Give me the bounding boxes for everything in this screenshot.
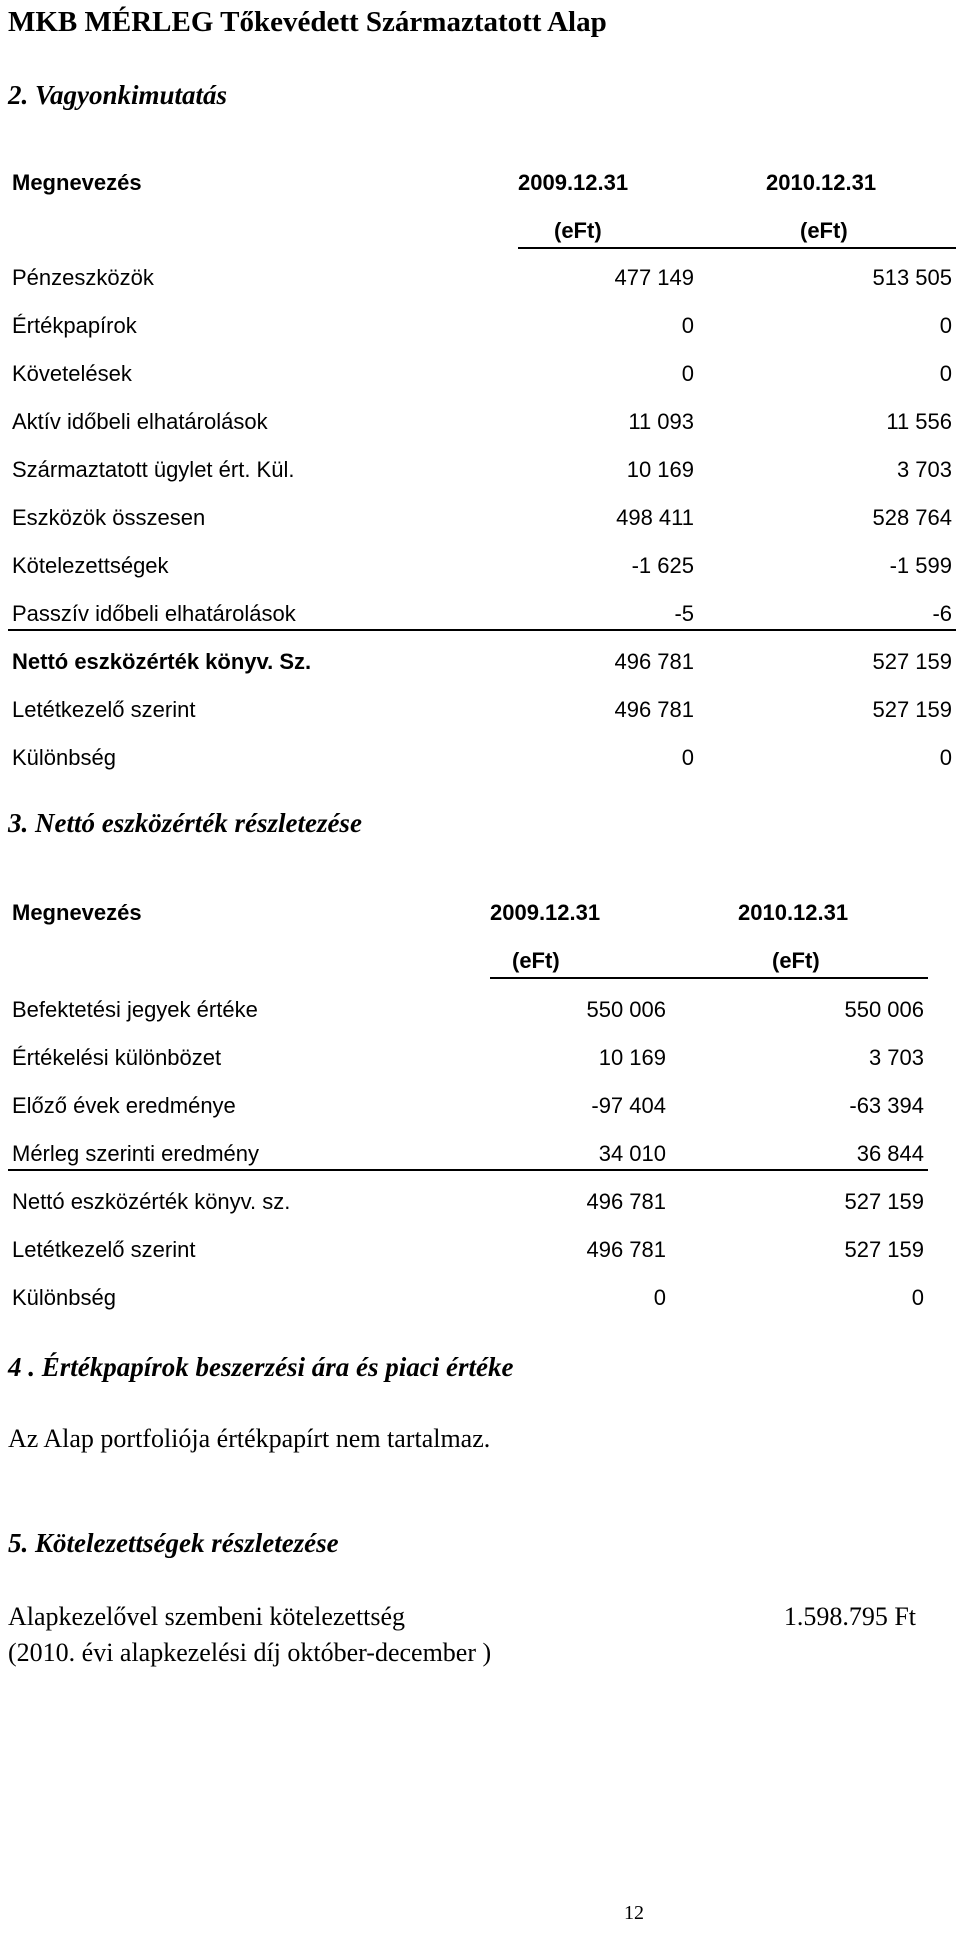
table-row-label: Pénzeszközök (12, 265, 154, 290)
liability-amount: 1.598.795 Ft (783, 1602, 916, 1631)
table-row-value-2009: 496 781 (586, 1237, 666, 1262)
table-row-label: Letétkezelő szerint (12, 1237, 196, 1262)
s2-header-rule (518, 247, 956, 249)
table-row-value-2010: 3 703 (896, 457, 952, 482)
table-row-value-2009: 550 006 (586, 997, 666, 1022)
table-row-value-2010: 11 556 (886, 409, 952, 434)
s3-header-rule (490, 977, 928, 979)
table-row-value-2009: 10 169 (626, 457, 694, 482)
table-row-label: Mérleg szerinti eredmény (12, 1141, 259, 1166)
table-row-value-2010: 0 (939, 313, 952, 338)
table-row-value-2010: 527 159 (844, 1237, 924, 1262)
table-row-value-2010: -63 394 (849, 1093, 924, 1118)
table-row-value-2009: 0 (681, 361, 694, 386)
table-row-label: Különbség (12, 745, 116, 770)
table-row-label: Nettó eszközérték könyv. sz. (12, 1189, 291, 1214)
s3-header-unit1: (eFt) (512, 948, 560, 973)
table-row-label: Értékelési különbözet (12, 1045, 222, 1070)
s3-header-col1: 2009.12.31 (490, 900, 601, 925)
liability-period: (2010. évi alapkezelési díj október-december ) (8, 1638, 492, 1667)
table-row-value-2009: 496 781 (614, 697, 694, 722)
table-row-label: Eszközök összesen (12, 505, 206, 530)
table-row-value-2010: 0 (911, 1285, 924, 1310)
section-2-title: 2. Vagyonkimutatás (8, 80, 228, 110)
table-row-value-2010: 550 006 (844, 997, 924, 1022)
table-row-value-2009: 10 169 (598, 1045, 666, 1070)
section-4-text: Az Alap portfoliója értékpapírt nem tartalmaz. (8, 1424, 491, 1453)
table-row-label: Aktív időbeli elhatárolások (12, 409, 268, 434)
table-row-value-2010: 527 159 (844, 1189, 924, 1214)
table-row-value-2010: 527 159 (872, 649, 952, 674)
s2-header-col2: 2010.12.31 (766, 170, 877, 195)
table-row-label: Befektetési jegyek értéke (12, 997, 258, 1022)
s3-header-unit2: (eFt) (772, 948, 820, 973)
page-number: 12 (624, 1902, 644, 1924)
table-row-label: Letétkezelő szerint (12, 697, 196, 722)
section-5-title: 5. Kötelezettségek részletezése (8, 1528, 339, 1558)
table-row-value-2010: -6 (932, 601, 952, 626)
table-row-value-2010: 513 505 (872, 265, 952, 290)
document-title: MKB MÉRLEG Tőkevédett Származtatott Alap (8, 6, 607, 38)
table-row-label: Követelések (12, 361, 132, 386)
table-row-value-2009: 0 (653, 1285, 666, 1310)
table-row-value-2010: 0 (939, 745, 952, 770)
table-row-value-2010: 36 844 (856, 1141, 924, 1166)
s2-subtotal-rule (8, 629, 956, 631)
table-row-value-2009: 477 149 (614, 265, 694, 290)
table-row-value-2010: 527 159 (872, 697, 952, 722)
s2-header-unit1: (eFt) (554, 218, 602, 243)
table-row-label: Értékpapírok (12, 313, 137, 338)
table-row-value-2009: 0 (681, 745, 694, 770)
table-row-value-2009: -97 404 (591, 1093, 666, 1118)
table-row-value-2009: 496 781 (586, 1189, 666, 1214)
table-row-label: Származtatott ügylet ért. Kül. (12, 457, 295, 482)
table-row-label: Különbség (12, 1285, 116, 1310)
s2-header-name: Megnevezés (12, 170, 142, 195)
table-row-value-2009: 11 093 (628, 409, 694, 434)
table-row-value-2009: -1 625 (631, 553, 694, 578)
table-row-value-2010: -1 599 (889, 553, 952, 578)
table-row-label: Passzív időbeli elhatárolások (12, 601, 296, 626)
table-row-value-2010: 3 703 (868, 1045, 924, 1070)
section-4-title: 4 . Értékpapírok beszerzési ára és piaci értéke (8, 1352, 514, 1382)
table-row-value-2009: 496 781 (614, 649, 694, 674)
table-row-label: Nettó eszközérték könyv. Sz. (12, 649, 312, 674)
table-row-value-2009: 0 (681, 313, 694, 338)
table-row-value-2010: 528 764 (872, 505, 952, 530)
s3-subtotal-rule (8, 1169, 928, 1171)
s3-header-name: Megnevezés (12, 900, 142, 925)
table-row-value-2010: 0 (939, 361, 952, 386)
section-3-title: 3. Nettó eszközérték részletezése (8, 808, 362, 838)
table-row-value-2009: -5 (674, 601, 694, 626)
s3-header-col2: 2010.12.31 (738, 900, 849, 925)
table-row-value-2009: 34 010 (598, 1141, 666, 1166)
table-row-value-2009: 498 411 (616, 505, 694, 530)
s2-header-unit2: (eFt) (800, 218, 848, 243)
liability-description: Alapkezelővel szembeni kötelezettség (8, 1602, 406, 1631)
table-row-label: Kötelezettségek (12, 553, 169, 578)
table-row-label: Előző évek eredménye (12, 1093, 236, 1118)
s2-header-col1: 2009.12.31 (518, 170, 629, 195)
